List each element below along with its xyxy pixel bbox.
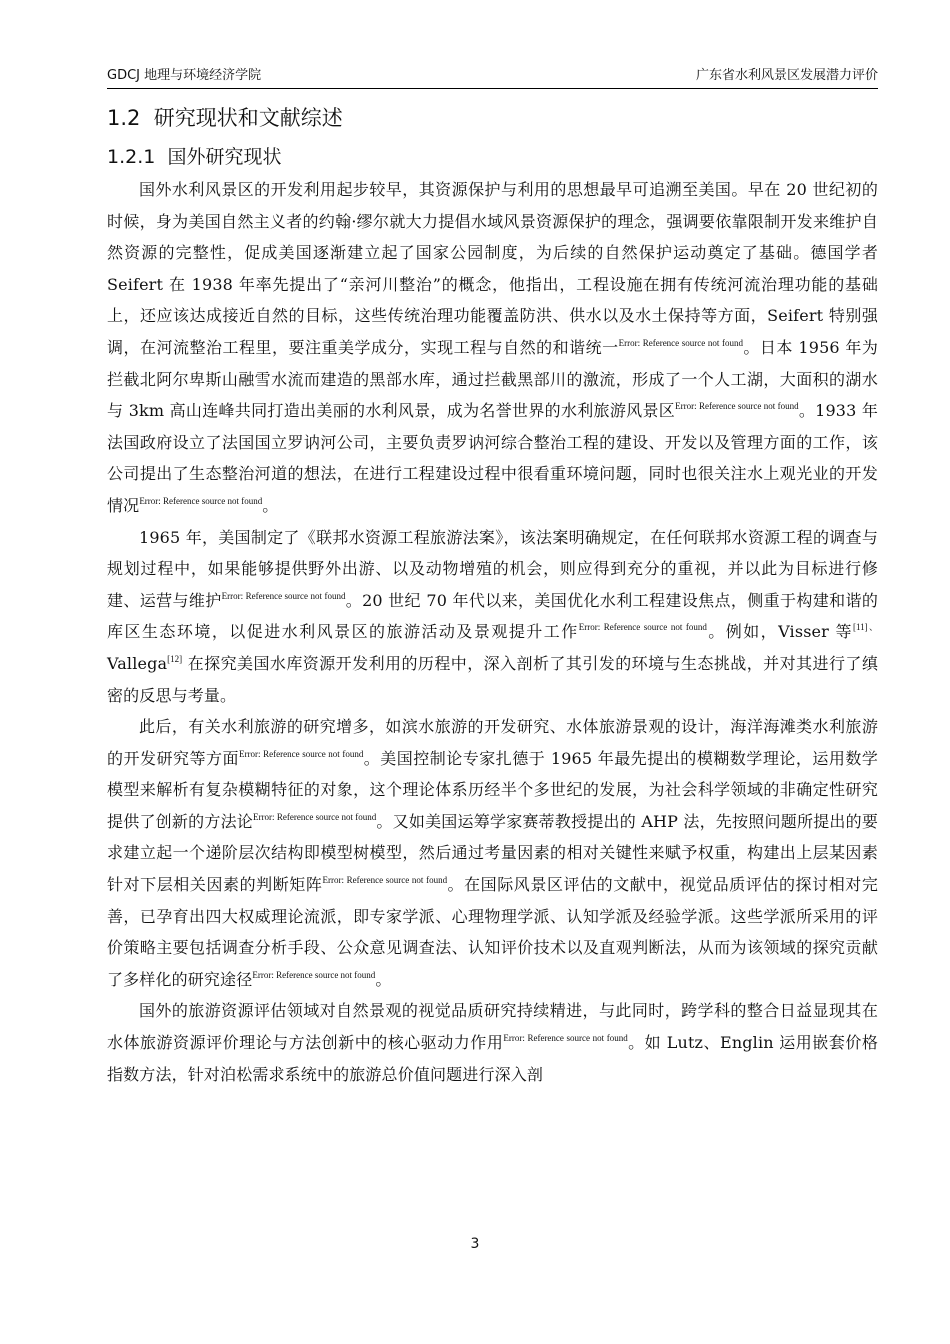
reference-error: Error: Reference source not found (503, 1033, 628, 1044)
page-content (107, 100, 878, 1090)
paragraph-text: 。又如美国运筹学家赛蒂教授提出的 AHP 法，先按照问题所提出的要求建立起一个递阶层次结构即模型树模型，然后通过考量因素的相对关键性来赋予权重，构建出上层某因素针对下层相关因素的判断矩阵 (107, 811, 878, 895)
paragraph-text: 国外水利风景区的开发利用起步较早，其资源保护与利用的思想最早可追溯至美国。早在 20 世纪初的时候，身为美国自然主义者的约翰·缪尔就大力提倡水域风景资源保护的理念，强调要依靠限制开发来维护自然资源的完整性，促成美国逐渐建立起了国家公园制度，为后续的自然保护运动奠定了基础。德国学者 Seifert 在 1938 年率先提出了“亲河川整治”的概念，他指出，工程设施在拥有传统河流治理功能的基础上，还应该达成接近自然的目标，这些传统治理功能覆盖防洪、供水以及水土保持等方面，Seifert 特别强调，在河流整治工程里，要注重美学成分，实现工程与自然的和谐统一 (107, 180, 878, 357)
reference-error: Error: Reference source not found (322, 875, 448, 886)
reference-error: Error: Reference source not found (252, 969, 376, 980)
paragraph-text: 。如 Lutz、Englin 运用嵌套价格指数方法，针对泊松需求系统中的旅游总价值问题进行深入剖 (107, 1033, 878, 1084)
reference-error: Error: Reference source not found (239, 748, 364, 759)
subsection-number: 1.2.1 (107, 146, 156, 168)
header-left-text: GDCJ 地理与环境经济学院 (107, 68, 262, 83)
paragraph-2 (107, 522, 878, 712)
paragraph-text: Vallega (107, 653, 168, 673)
paragraph-text: 。1933 年法国政府设立了法国国立罗讷河公司，主要负责罗讷河综合整治工程的建设、开发以及管理方面的工作，该公司提出了生态整治河道的想法，在进行工程建设过程中很看重环境问题，同时也很关注水上观光业的开发情况 (107, 401, 878, 515)
citation-11: [11]、 (853, 622, 878, 633)
paragraph-4 (107, 995, 878, 1090)
paragraph-3 (107, 711, 878, 995)
paragraph-text: 在探究美国水库资源开发利用的历程中，深入剖析了其引发的环境与生态挑战，并对其进行了缜密的反思与考量。 (107, 653, 878, 705)
paragraph-text: 国外的旅游资源评估领域对自然景观的视觉品质研究持续精进，与此同时，跨学科的整合日益显现其在水体旅游资源评价理论与方法创新中的核心驱动力作用 (107, 1001, 878, 1053)
reference-error: Error: Reference source not found (221, 590, 346, 601)
paragraph-text: 。在国际风景区评估的文献中，视觉品质评估的探讨相对完善，已孕育出四大权威理论流派，即专家学派、心理物理学派、认知学派及经验学派。这些学派所采用的评价策略主要包括调查分析手段、公众意见调查法、认知评价技术以及直观判断法，从而为该领域的探究贡献了多样化的研究途径 (107, 875, 878, 989)
reference-error: Error: Reference source not found (675, 401, 799, 412)
section-heading (107, 100, 878, 136)
citation-12: [12] (167, 653, 183, 664)
paragraph-text: 。20 世纪 70 年代以来，美国优化水利工程建设焦点，侧重于构建和谐的库区生态环境，以促进水利风景区的旅游活动及景观提升工作 (107, 590, 878, 642)
paragraph-text: 此后，有关水利旅游的研究增多，如滨水旅游的开发研究、水体旅游景观的设计，海洋海滩类水利旅游的开发研究等方面 (107, 717, 878, 768)
page-header (107, 64, 878, 89)
paragraph-text: 。 (262, 495, 279, 515)
paragraph-1 (107, 174, 878, 522)
reference-error: Error: Reference source not found (139, 495, 263, 506)
reference-error: Error: Reference source not found (253, 811, 377, 822)
reference-error: Error: Reference source not found (618, 337, 743, 348)
paragraph-text: 。日本 1956 年为拦截北阿尔卑斯山融雪水流而建造的黑部水库，通过拦截黑部川的激流，形成了一个人工湖，大面积的湖水与 3km 高山连峰共同打造出美丽的水利风景，成为名誉世界的水利旅游风景区 (107, 337, 878, 421)
reference-error: Error: Reference source not found (578, 622, 707, 633)
subsection-heading (107, 140, 878, 174)
subsection-title: 国外研究现状 (167, 146, 282, 168)
section-number: 1.2 (107, 106, 141, 130)
paragraph-text: 1965 年，美国制定了《联邦水资源工程旅游法案》，该法案明确规定，在任何联邦水资源工程的调查与规划过程中，如果能够提供野外出游、以及动物增殖的机会，则应得到充分的重视，并以此为目标进行修建、运营与维护 (107, 527, 878, 610)
paragraph-text: 。美国控制论专家扎德于 1965 年最先提出的模糊数学理论，运用数学模型来解析有复杂模糊特征的对象，这个理论体系历经半个多世纪的发展，为社会科学领域的非确定性研究提供了创新的方法论 (107, 748, 879, 831)
section-title: 研究现状和文献综述 (153, 106, 343, 130)
page-number: 3 (470, 1236, 480, 1252)
paragraph-text: 。例如，Visser 等 (706, 622, 853, 642)
header-right-text: 广东省水利风景区发展潜力评价 (695, 68, 878, 83)
paragraph-text: 。 (375, 969, 392, 989)
